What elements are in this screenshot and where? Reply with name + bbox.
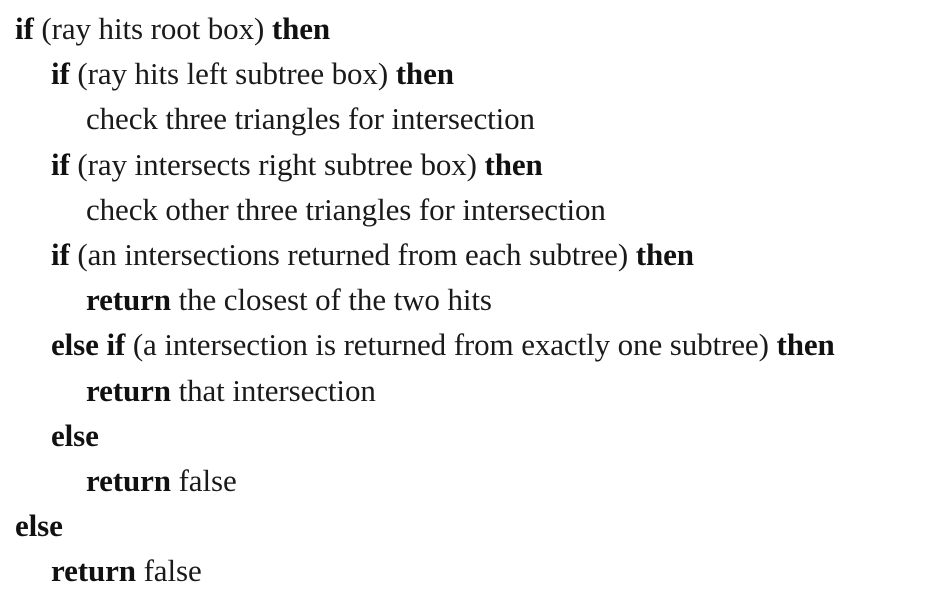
keyword-token: else [51,417,99,453]
code-line [15,51,835,96]
keyword-token: else if [51,327,126,363]
keyword-token: else [15,508,63,544]
keyword-token: if [51,236,70,272]
code-line [15,322,835,367]
keyword-token: if [15,11,34,46]
keyword-token: then [635,236,694,272]
text-token: the closest of the two hits [170,282,492,318]
text-token: false [170,462,237,498]
text-token: (ray hits left subtree box) [69,56,396,92]
text-token: (ray intersects right subtree box) [69,146,485,182]
text-token: false [135,553,202,589]
keyword-token: if [51,146,70,182]
code-line [15,232,835,277]
code-line [15,142,835,187]
code-line [15,277,835,322]
code-line [15,413,835,458]
keyword-token: return [86,282,171,318]
code-line [15,368,835,413]
code-line [15,6,835,51]
keyword-token: return [86,462,171,498]
text-token: (a intersection is returned from exactly one subtree) [125,327,777,363]
keyword-token: then [271,11,331,46]
code-line [15,458,835,503]
keyword-token: if [51,56,70,92]
pseudocode-block [15,6,835,593]
text-token: check other three triangles for intersection [86,191,606,227]
text-token: check three triangles for intersection [86,101,535,137]
keyword-token: return [86,372,171,408]
keyword-token: return [51,553,136,589]
keyword-token: then [395,56,454,92]
text-token: (ray hits root box) [33,11,272,46]
keyword-token: then [484,146,543,182]
code-line [15,187,835,232]
keyword-token: then [776,327,835,363]
code-line [15,548,835,593]
text-token: that intersection [170,372,376,408]
text-token: (an intersections returned from each subtree) [69,236,636,272]
code-line [15,96,835,141]
code-line [15,503,835,548]
